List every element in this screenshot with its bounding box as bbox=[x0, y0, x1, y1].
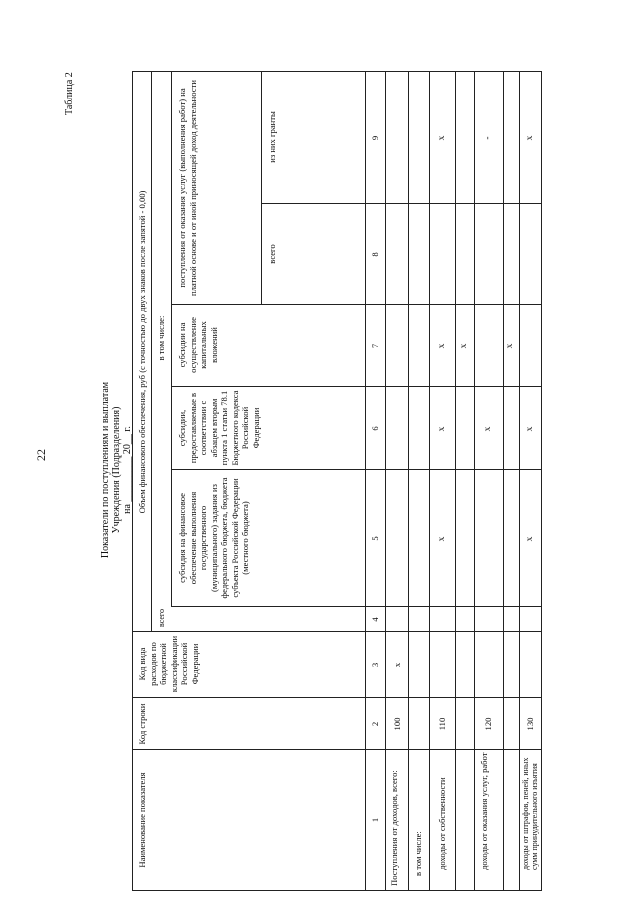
header-volume: Объем финансового обеспечения, руб (с точностью до двух знаков после запятой - 0,00) bbox=[137, 190, 147, 514]
title-line-1: Показатели по поступлениям и выплатам bbox=[100, 381, 111, 559]
x-mark: х bbox=[525, 426, 535, 432]
row-code: 130 bbox=[525, 717, 535, 731]
x-mark: х bbox=[459, 343, 469, 349]
document-title bbox=[100, 255, 133, 685]
header-sub-capital: субсидии на осуществление капитальных вложений bbox=[177, 317, 219, 373]
table-label: Таблица 2 bbox=[64, 72, 75, 115]
header-grants: из них гранты bbox=[267, 111, 277, 163]
dash-mark: - bbox=[483, 136, 493, 140]
header-paid-total: всего bbox=[267, 244, 277, 264]
row-name: в том числе: bbox=[413, 831, 423, 876]
page-number: 22 bbox=[34, 449, 48, 461]
header-sub-78: субсидии, предоставляемые в соответствии с абзацем вторым пункта 1 статьи 78.1 Бюджетного кодекса Российской Федерации bbox=[177, 390, 261, 466]
x-mark: х bbox=[525, 536, 535, 542]
x-mark: х bbox=[437, 135, 447, 141]
col-number: 8 bbox=[370, 252, 380, 257]
header-name: Наименование показателя bbox=[137, 772, 147, 868]
header-code: Код строки bbox=[137, 703, 147, 745]
row-kvr: х bbox=[392, 662, 402, 668]
x-mark: х bbox=[505, 343, 515, 349]
row-code: 110 bbox=[437, 717, 447, 731]
col-number: 3 bbox=[370, 662, 380, 668]
col-number: 1 bbox=[370, 817, 380, 823]
x-mark: х bbox=[437, 343, 447, 349]
col-number: 7 bbox=[370, 343, 380, 349]
x-mark: х bbox=[437, 536, 447, 542]
col-number: 6 bbox=[370, 426, 380, 431]
x-mark: х bbox=[525, 135, 535, 141]
header-paid: поступления от оказания услуг (выполнения работ) на платной основе и от иной приносящей доход деятельности bbox=[177, 80, 198, 296]
title-line-3: на _________ 20__ г. bbox=[122, 426, 133, 514]
row-code: 100 bbox=[392, 717, 402, 731]
x-mark: х bbox=[483, 426, 493, 432]
header-sub-task: субсидия на финансовое обеспечение выполнения государственного (муниципального) задания из федерального бюджета, бюджета субъекта Российской Федерации (местного бюджета) bbox=[177, 477, 250, 599]
col-number: 5 bbox=[370, 536, 380, 541]
col-number: 2 bbox=[370, 721, 380, 727]
x-mark: х bbox=[437, 426, 447, 432]
row-name: доходы от собственности bbox=[437, 777, 447, 870]
col-number: 9 bbox=[370, 135, 380, 141]
row-name: Поступления от доходов, всего: bbox=[389, 770, 399, 886]
row-code: 120 bbox=[483, 717, 493, 731]
title-line-2: Учреждения (Подразделения) bbox=[111, 406, 122, 534]
header-including: в том числе: bbox=[156, 315, 166, 361]
header-kvr: Код вида расходов по бюджетной классификации Российской Федерации bbox=[137, 635, 200, 693]
col-number: 4 bbox=[370, 617, 380, 622]
header-total: всего bbox=[157, 609, 166, 628]
row-name: доходы от штрафов, пеней, иных сумм принудительного изъятия bbox=[521, 757, 539, 870]
document-sheet bbox=[0, 25, 640, 905]
indicators-table bbox=[132, 71, 542, 891]
row-name: доходы от оказания услуг, работ bbox=[479, 752, 489, 870]
